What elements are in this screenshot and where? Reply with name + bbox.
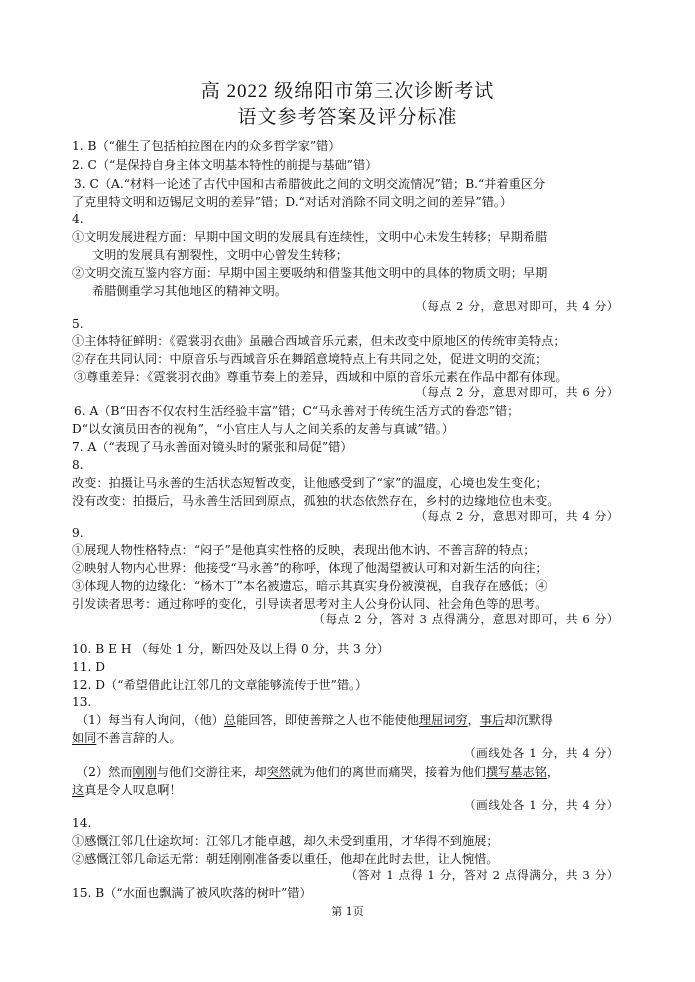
answer-q13-scoring1: （画线处各 1 分，共 4 分）: [463, 746, 619, 760]
answer-q11: 11. D: [72, 660, 106, 674]
page-number: 第 1页: [331, 905, 364, 918]
answer-q13-scoring2: （画线处各 1 分，共 4 分）: [463, 798, 619, 812]
q13-s2-text: 与他们交游往来，却: [156, 765, 267, 779]
answer-q2: 2. C（“是保持自身主体文明基本特性的前提与基础”错）: [72, 158, 378, 172]
answer-q5-point1: ①主体特征鲜明：《霓裳羽衣曲》虽融合西域音乐元素，但未改变中原地区的传统审美特点；: [72, 334, 566, 348]
answer-q12: 12. D（“希望借此让江邻几的文章能够流传于世”错。）: [72, 678, 368, 692]
answer-q5-number: 5.: [72, 317, 84, 331]
answer-q4-point1-line1: ①文明发展进程方面：早期中国文明的发展具有连续性，文明中心未发生转移；早期希腊: [72, 230, 548, 244]
q13-s2-underline-muzhiming: 撰写墓志铭: [485, 765, 547, 779]
answer-q8-scoring: （每点 2 分，意思对即可，共 4 分）: [415, 509, 619, 523]
answer-q3-line2: 了克里特文明和迈锡尼文明的差异”错；D.“对话对消除不同文明之间的差异”错。）: [72, 195, 513, 209]
q13-s1-underline-rutong: 如同: [72, 731, 97, 745]
answer-q15: 15. B（“水面也飘满了被风吹落的树叶”错）: [72, 886, 312, 900]
answer-q4-scoring: （每点 2 分，意思对即可，共 4 分）: [415, 299, 619, 313]
answer-q14-point2: ②感慨江邻几命运无常：朝廷刚刚准备委以重任，他却在此时去世，让人惋惜。: [72, 852, 499, 866]
answer-q4-point2-line1: ②文明交流互鉴内容方面：早期中国主要吸纳和借鉴其他文明中的具体的物质文明；早期: [72, 266, 548, 280]
answer-q7: 7. A（“表现了马永善面对镜头时的紧张和局促”错）: [72, 440, 353, 454]
answer-q8-point1: 改变：拍摄让马永善的生活状态短暂改变，让他感受到了“家”的温度，心境也发生变化；: [72, 476, 548, 490]
answer-q8-point2: 没有改变：拍摄后，马永善生活回到原点，孤独的状态依然存在，乡村的边缘地位也未变。: [72, 494, 560, 508]
q13-s1-underline-liquci: 理屈词穷: [418, 713, 468, 727]
answer-q3-line1: 3. C（A.“材料一论述了古代中国和古希腊彼此之间的文明交流情况”错；B.“并着重区分: [74, 177, 546, 191]
answer-q4-point1-line2: 文明的发展具有割裂性，文明中心曾发生转移；: [92, 248, 348, 262]
q13-s2-underline-ganggang: 刚刚: [132, 765, 157, 779]
q13-s2-underline-zhe: 这: [72, 783, 85, 797]
answer-q4-point2-line2: 希腊侧重学习其他地区的精神文明。: [92, 284, 287, 298]
answer-q13-sentence2-line2: [72, 781, 182, 799]
q13-s2-text: ，: [546, 765, 560, 779]
q13-s2-text: 就为他们的离世而痛哭，接着为他们: [290, 765, 486, 779]
answer-q5-point3: ③尊重差异：《霓裳羽衣曲》尊重节奏上的差异，西域和中原的音乐元素在作品中都有体现。: [74, 370, 568, 384]
answer-q10: 10. B E H （每处 1 分，断四处及以上得 0 分，共 3 分）: [72, 642, 390, 656]
answer-q13-sentence1-line2: [72, 729, 182, 747]
document-subtitle: 语文参考答案及评分标准: [237, 107, 458, 128]
answer-q14-point1: ①感慨江邻几仕途坎坷：江邻几才能卓越，却久未受到重用，才华得不到施展；: [72, 834, 499, 848]
q13-s1-text: 却沉默得: [504, 713, 553, 727]
answer-q1: 1. B（“催生了包括柏拉图在内的众多哲学家”错）: [72, 139, 341, 153]
answer-q6-line1: 6. A（B“田杏不仅农村生活经验丰富”错；C“马永善对于传统生活方式的眷恋”错；: [74, 404, 520, 418]
answer-q13-number: 13.: [72, 695, 92, 709]
answer-q6-line2: D“以女演员田杏的视角”，“小官庄人与人之间关系的友善与真诚”错。）: [72, 422, 455, 436]
q13-s1-text: ，: [467, 713, 480, 727]
answer-q9-point2: ②映射人物内心世界：他接受“马永善”的称呼，体现了他渴望被认可和对新生活的向往；: [72, 561, 548, 575]
q13-s1-text: 能回答，即使善辩之人也不能使他: [236, 713, 419, 727]
q13-s1-text: （1）每当有人询问，（他）: [76, 713, 224, 727]
q13-s1-underline-zong: 总: [223, 713, 237, 727]
answer-q9-point1: ①展现人物性格特点：“闷子”是他真实性格的反映，表现出他木讷、不善言辞的特点；: [72, 543, 536, 557]
answer-q14-scoring: （答对 1 点得 1 分，答对 2 点得满分，共 3 分）: [345, 868, 619, 882]
answer-q9-point3: ③体现人物的边缘化：“杨木丁”本名被遗忘，暗示其真实身份被漠视，自我存在感低；④: [72, 579, 548, 593]
answer-q4-number: 4.: [72, 212, 84, 226]
q13-s2-text: （2）然而: [76, 765, 133, 779]
q13-s2-underline-turan: 突然: [266, 765, 291, 779]
answer-q5-point2: ②存在共同认同：中原音乐与西域音乐在舞蹈意境特点上有共同之处，促进文明的交流；: [72, 352, 548, 366]
answer-q8-number: 8.: [72, 458, 84, 472]
answer-q13-sentence2-line1: [76, 763, 559, 781]
answer-q5-scoring: （每点 2 分，意思对即可，共 6 分）: [415, 385, 619, 399]
q13-s1-underline-shihou: 事后: [479, 713, 505, 727]
answer-q9-point4: 引发读者思考：通过称呼的变化，引导读者思考对主人公身份认同、社会角色等的思考。: [72, 597, 548, 611]
answer-q9-number: 9.: [72, 526, 84, 540]
q13-s2-text: 真是令人叹息啊！: [84, 783, 182, 797]
answer-q14-number: 14.: [72, 816, 92, 830]
q13-s1-text: 不善言辞的人。: [96, 731, 182, 745]
document-title: 高 2022 级绵阳市第三次诊断考试: [200, 81, 495, 102]
answer-q9-scoring: （每点 2 分，答对 3 点得满分，意思对即可，共 6 分）: [313, 612, 619, 626]
answer-q13-sentence1-line1: [76, 711, 553, 729]
